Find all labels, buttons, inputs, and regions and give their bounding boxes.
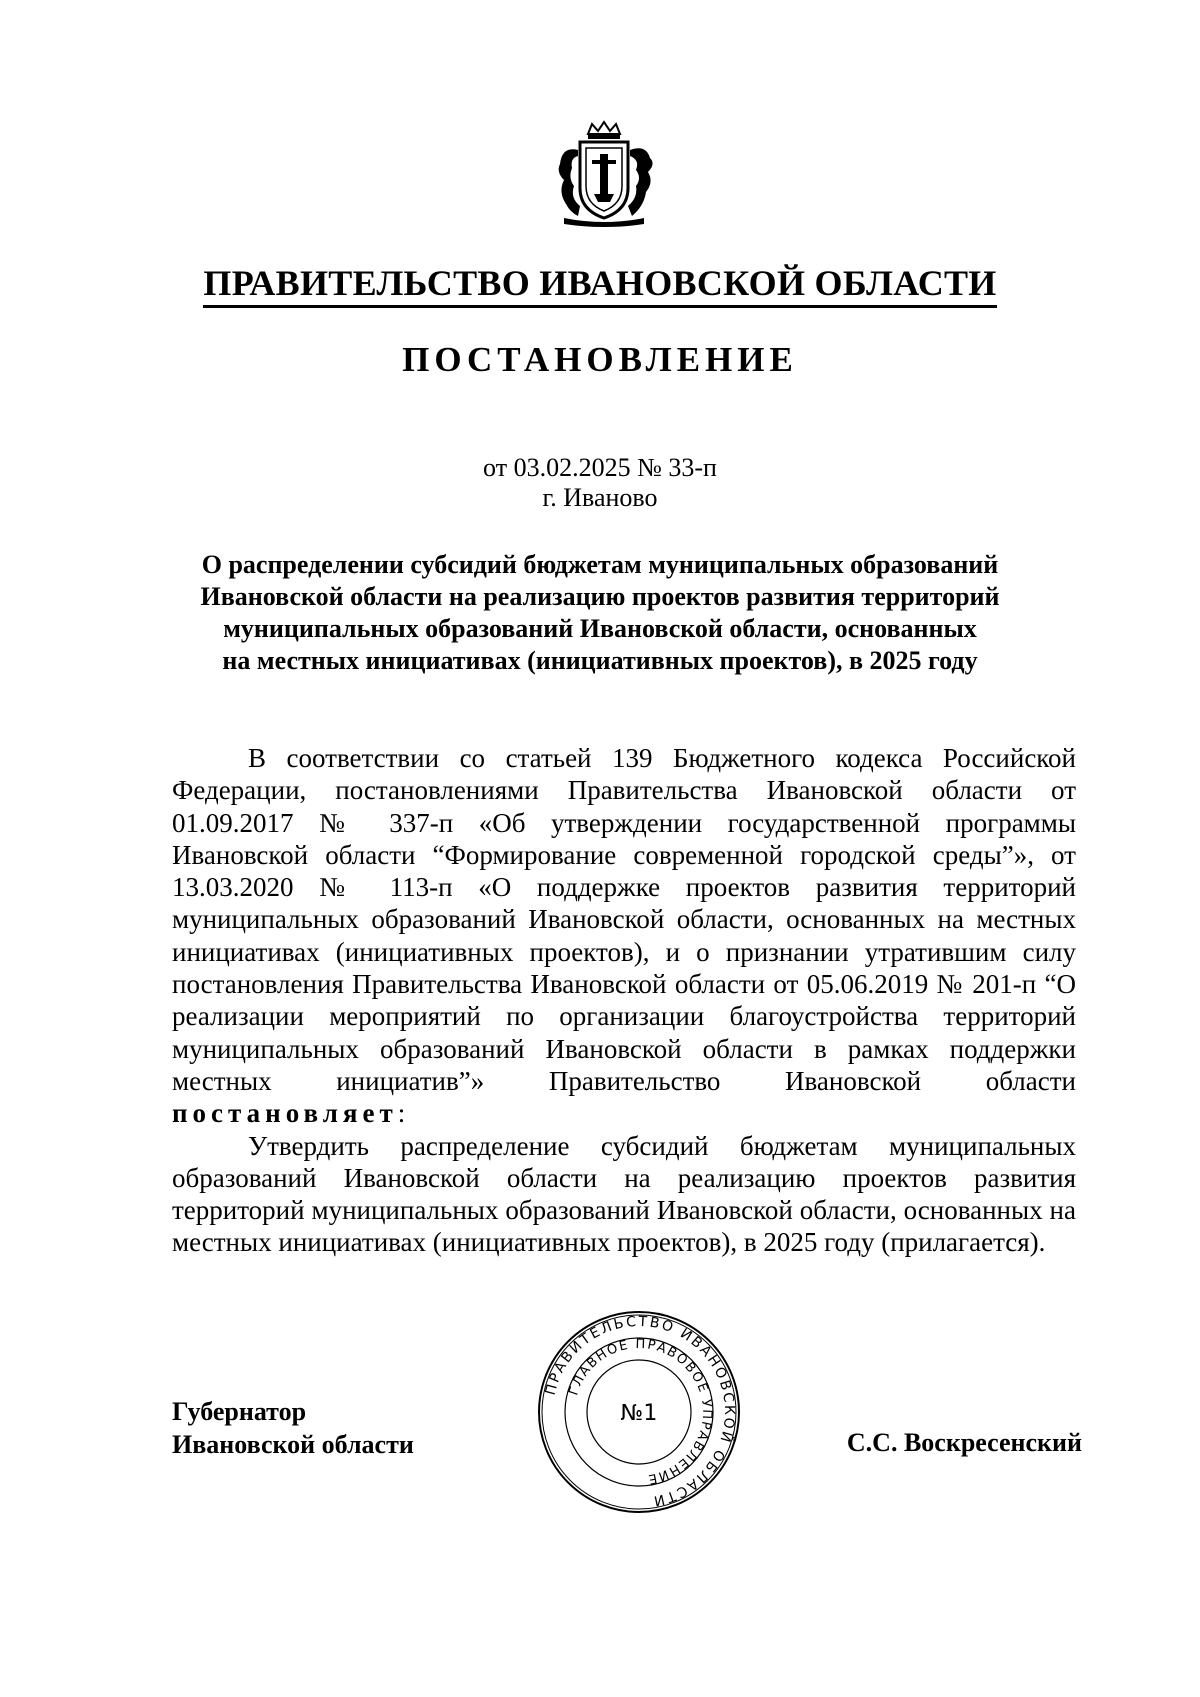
coat-of-arms-icon: [548, 120, 660, 228]
date-number: от 03.02.2025 № 33-п: [483, 453, 717, 482]
stamp-inner-text: ГЛАВНОЕ ПРАВОВОЕ УПРАВЛЕНИЕ: [566, 1336, 715, 1487]
city: г. Иваново: [542, 483, 658, 512]
decree-word: постановляет: [172, 1098, 398, 1129]
stamp-outer-text: ПРАВИТЕЛЬСТВО ИВАНОВСКОЙ ОБЛАСТИ: [542, 1313, 738, 1510]
body-paragraph-1: В соответствии со статьей 139 Бюджетного кодекса Российской Федерации, постановлениями Правительства Ивановской области от 01.09.2017 № 337-п «Об утверждении государственной программы Ивановской области “Формирование современной городской среды”», от 13.03.2020 № 113-п «О поддержке проектов развития территорий муниципальных образований Ивановской области, основанных на местных инициативах (инициативных проектов), и о признании утратившим силу постановления Правительства Ивановской области от 05.06.2019 № 201-п “О реализации мероприятий по организации благоустройства территорий муниципальных образований Ивановской области в рамках поддержки местных инициатив”» Правительство Ивановской области постановляет:: [172, 743, 1076, 1129]
official-stamp: [537, 1310, 741, 1514]
date-block: [0, 453, 1200, 513]
document-heading: [140, 549, 1060, 677]
document-body: [172, 742, 1076, 1259]
heading-line: муниципальных образований Ивановской области, основанных: [223, 614, 977, 643]
body-paragraph-2: Утвердить распределение субсидий бюджетам муниципальных образований Ивановской области на реализацию проектов развития территорий муниципальных образований Ивановской области, основанных на местных инициативах (инициативных проектов), в 2025 году (прилагается).: [172, 1130, 1076, 1258]
organization-title: ПРАВИТЕЛЬСТВО ИВАНОВСКОЙ ОБЛАСТИ: [0, 262, 1200, 304]
document-type: ПОСТАНОВЛЕНИЕ: [402, 340, 798, 379]
heading-line: на местных инициативах (инициативных проектов), в 2025 году: [222, 646, 978, 675]
signatory-role: Губернатор Ивановской области: [172, 1397, 414, 1459]
heading-line: Ивановской области на реализацию проектов развития территорий: [200, 582, 1000, 611]
heading-line: О распределении субсидий бюджетам муниципальных образований: [201, 550, 999, 579]
signatory-name: С.С. Воскресенский: [846, 1428, 1082, 1457]
stamp-number: №1: [620, 1401, 658, 1426]
